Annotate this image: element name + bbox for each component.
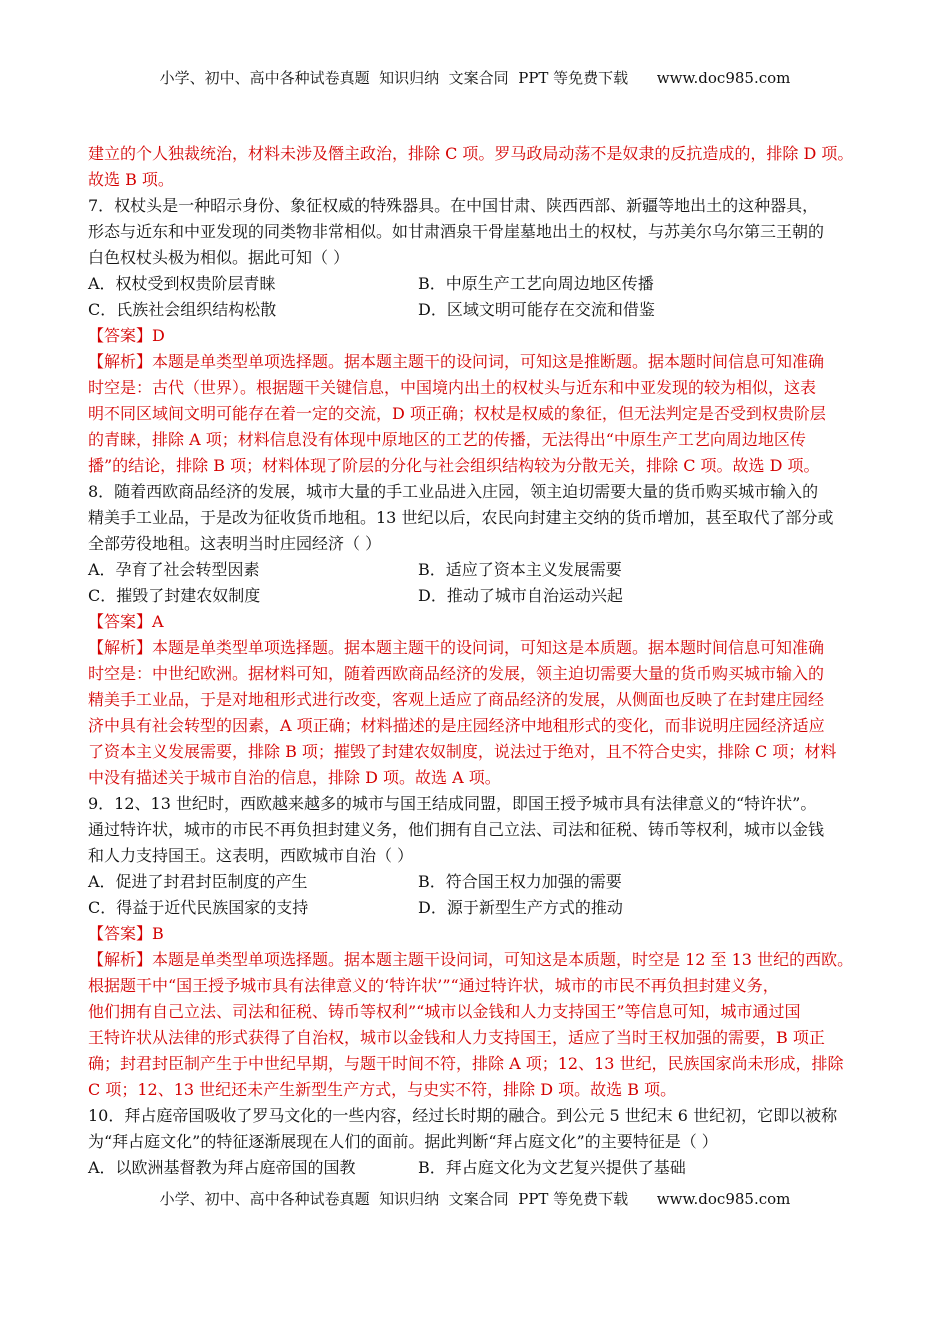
question-9-options-row	[88, 869, 878, 895]
question-9-answer: 【答案】B	[88, 924, 164, 943]
question-7-option-b: B．中原生产工艺向周边地区传播	[418, 274, 654, 293]
question-9-option-d: D．源于新型生产方式的推动	[418, 898, 623, 917]
question-8-stem: 全部劳役地租。这表明当时庄园经济（ ）	[88, 534, 382, 553]
question-9-analysis: 【解析】本题是单类型单项选择题。据本题主题干设问词，可知这是本质题，时空是 12 至 13 世纪的西欧。	[88, 950, 854, 969]
question-7-option-d: D．区域文明可能存在交流和借鉴	[418, 300, 655, 319]
question-9-analysis: 根据题干中“国王授予城市具有法律意义的‘特许状’”“通过特许状，城市的市民不再负担封建义务，	[88, 976, 779, 995]
question-7-analysis: 的青睐，排除 A 项；材料信息没有体现中原地区的工艺的传播，无法得出“中原生产工艺向周边地区传	[88, 430, 806, 449]
question-7-answer: 【答案】D	[88, 326, 165, 345]
question-9-analysis: 确；封君封臣制产生于中世纪早期，与题干时间不符，排除 A 项；12、13 世纪，民族国家尚未形成，排除	[88, 1054, 844, 1073]
question-7-options-row	[88, 271, 878, 297]
question-8-options-row	[88, 583, 878, 609]
question-9-option-b: B．符合国王权力加强的需要	[418, 872, 622, 891]
question-8-analysis: 中没有描述关于城市自治的信息，排除 D 项。故选 A 项。	[88, 768, 501, 787]
question-7-analysis: 时空是：古代（世界）。根据题干关键信息，中国境内出土的权杖头与近东和中亚发现的较为相似，这表	[88, 378, 817, 397]
page-footer: 小学、初中、高中各种试卷真题 知识归纳 文案合同 PPT 等免费下载 www.doc985.com	[159, 1190, 791, 1208]
question-10-option-b: B．拜占庭文化为文艺复兴提供了基础	[418, 1158, 686, 1177]
question-7-analysis: 【解析】本题是单类型单项选择题。据本题主题干的设问词，可知这是推断题。据本题时间信息可知准确	[88, 352, 825, 371]
question-8-option-b: B．适应了资本主义发展需要	[418, 560, 622, 579]
question-9-analysis: C 项；12、13 世纪还未产生新型生产方式，与史实不符，排除 D 项。故选 B 项。	[88, 1080, 677, 1099]
question-9-analysis: 他们拥有自己立法、司法和征税、铸币等权利”“城市以金钱和人力支持国王”等信息可知，城市通过国	[88, 1002, 801, 1021]
question-9-stem: 和人力支持国王。这表明，西欧城市自治（ ）	[88, 846, 414, 865]
question-9-stem: 通过特许状，城市的市民不再负担封建义务，他们拥有自己立法、司法和征税、铸币等权利，城市以金钱	[88, 820, 825, 839]
analysis-line: 建立的个人独裁统治，材料未涉及僭主政治，排除 C 项。罗马政局动荡不是奴隶的反抗造成的，排除 D 项。	[88, 144, 854, 163]
question-8-stem: 精美手工业品，于是改为征收货币地租。13 世纪以后，农民向封建主交纳的货币增加，甚至取代了部分或	[88, 508, 834, 527]
question-7-options-row	[88, 297, 878, 323]
question-7-option-a: A．权杖受到权贵阶层青睐	[88, 274, 276, 293]
analysis-line: 故选 B 项。	[88, 170, 174, 189]
question-9-options-row	[88, 895, 878, 921]
question-7-stem: 形态与近东和中亚发现的同类物非常相似。如甘肃酒泉干骨崖墓地出土的权杖，与苏美尔乌尔第三王朝的	[88, 222, 825, 241]
question-7-stem: 白色权杖头极为相似。据此可知（ ）	[88, 248, 350, 267]
document-body	[88, 141, 878, 1181]
question-8-answer: 【答案】A	[88, 612, 164, 631]
question-8-options-row	[88, 557, 878, 583]
question-9-stem: 9．12、13 世纪时，西欧越来越多的城市与国王结成同盟，即国王授予城市具有法律意义的“特许状”。	[88, 794, 817, 813]
question-7-option-c: C．氏族社会组织结构松散	[88, 300, 277, 319]
question-9-option-c: C．得益于近代民族国家的支持	[88, 898, 309, 917]
question-8-stem: 8．随着西欧商品经济的发展，城市大量的手工业品进入庄园，领主迫切需要大量的货币购买城市输入的	[88, 482, 819, 501]
question-9-option-a: A．促进了封君封臣制度的产生	[88, 872, 308, 891]
question-8-analysis: 精美手工业品，于是对地租形式进行改变，客观上适应了商品经济的发展，从侧面也反映了在封建庄园经	[88, 690, 825, 709]
question-8-option-a: A．孕育了社会转型因素	[88, 560, 260, 579]
question-10-option-a: A．以欧洲基督教为拜占庭帝国的国教	[88, 1158, 356, 1177]
question-8-option-d: D．推动了城市自治运动兴起	[418, 586, 623, 605]
question-9-analysis: 王特许状从法律的形式获得了自治权，城市以金钱和人力支持国王，适应了当时王权加强的需要，B 项正	[88, 1028, 825, 1047]
question-10-stem: 为“拜占庭文化”的特征逐渐展现在人们的面前。据此判断“拜占庭文化”的主要特征是（ ）	[88, 1132, 718, 1151]
question-7-analysis: 播”的结论，排除 B 项；材料体现了阶层的分化与社会组织结构较为分散无关，排除 C 项。故选 D 项。	[88, 456, 820, 475]
question-8-analysis: 时空是：中世纪欧洲。据材料可知，随着西欧商品经济的发展，领主迫切需要大量的货币购买城市输入的	[88, 664, 825, 683]
question-8-analysis: 【解析】本题是单类型单项选择题。据本题主题干的设问词，可知这是本质题。据本题时间信息可知准确	[88, 638, 825, 657]
question-8-analysis: 济中具有社会转型的因素，A 项正确；材料描述的是庄园经济中地租形式的变化，而非说明庄园经济适应	[88, 716, 825, 735]
question-10-options-row	[88, 1155, 878, 1181]
question-7-analysis: 明不同区域间文明可能存在着一定的交流，D 项正确；权杖是权威的象征，但无法判定是否受到权贵阶层	[88, 404, 826, 423]
question-7-stem: 7．权杖头是一种昭示身份、象征权威的特殊器具。在中国甘肃、陕西西部、新疆等地出土的这种器具，	[88, 196, 819, 215]
question-8-option-c: C．摧毁了封建农奴制度	[88, 586, 261, 605]
question-8-analysis: 了资本主义发展需要，排除 B 项；摧毁了封建农奴制度，说法过于绝对，且不符合史实，排除 C 项；材料	[88, 742, 837, 761]
question-10-stem: 10．拜占庭帝国吸收了罗马文化的一些内容，经过长时期的融合。到公元 5 世纪末 6 世纪初，它即以被称	[88, 1106, 838, 1125]
page-header: 小学、初中、高中各种试卷真题 知识归纳 文案合同 PPT 等免费下载 www.doc985.com	[159, 69, 791, 87]
